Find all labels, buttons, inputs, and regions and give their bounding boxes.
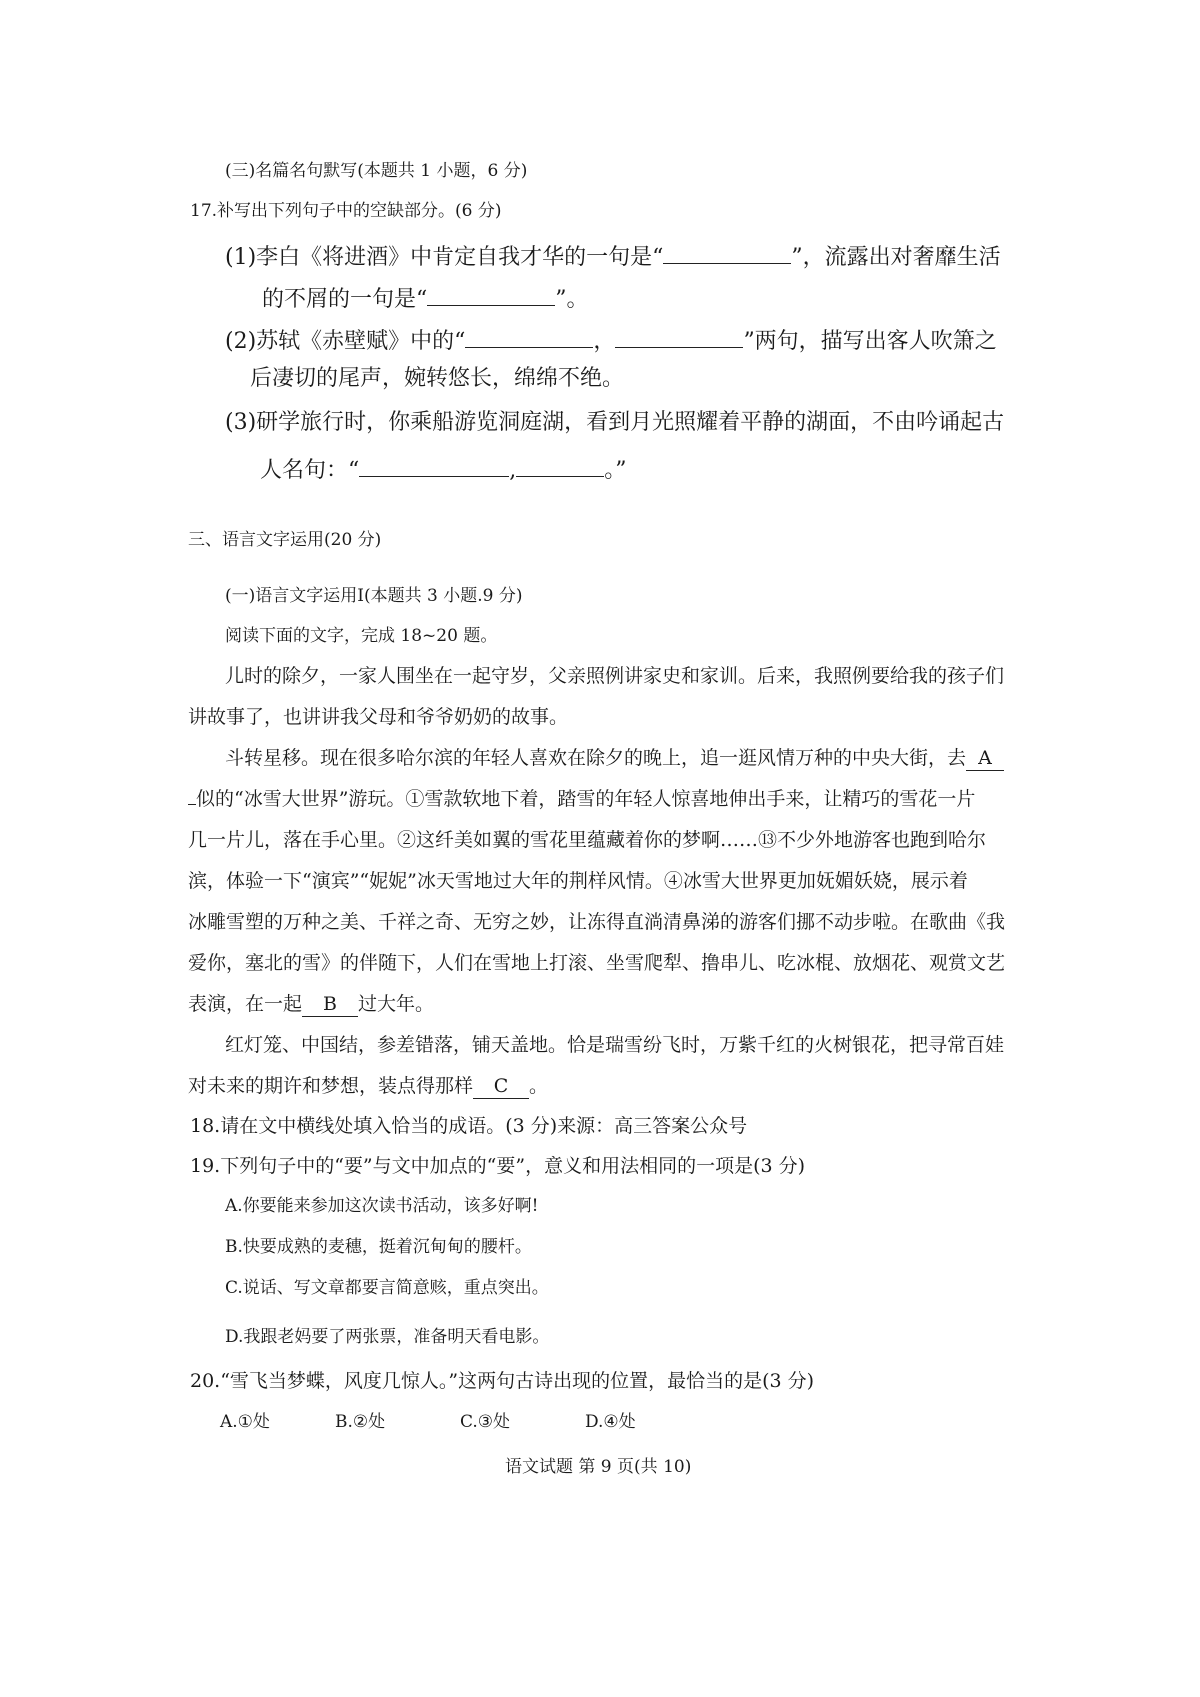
answer-blank[interactable] xyxy=(663,240,791,264)
passage-line: 对未来的期许和梦想，装点得那样 C 。 xyxy=(188,1075,549,1097)
question-17-stem: 17.补写出下列句子中的空缺部分。(6 分) xyxy=(190,201,502,221)
answer-blank[interactable] xyxy=(516,453,604,477)
passage-line: 斗转星移。现在很多哈尔滨的年轻人喜欢在除夕的晚上，追一逛风情万种的中央大街，去 A xyxy=(225,747,1004,771)
passage-line: 表演，在一起 B 过大年。 xyxy=(188,993,435,1015)
passage-line: 似的“冰雪大世界”游玩。①雪款软地下着，踏雪的年轻人惊喜地伸出手来，让精巧的雪花一片 xyxy=(188,788,975,811)
part-3-subsection-1: (一)语言文字运用Ⅰ(本题共 3 小题.9 分) xyxy=(225,586,523,606)
passage-line: 爱你，塞北的雪》的伴随下，人们在雪地上打滚、坐雪爬犁、撸串儿、吃冰棍、放烟花、观赏文艺 xyxy=(188,952,1006,974)
answer-blank[interactable] xyxy=(359,453,509,477)
page-footer: 语文试题 第 9 页(共 10) xyxy=(505,1457,692,1477)
q19-option-c[interactable]: C.说话、写文章都要言简意赅，重点突出。 xyxy=(225,1278,549,1298)
passage-line: 儿时的除夕，一家人围坐在一起守岁，父亲照例讲家史和家训。后来，我照例要给我的孩子们 xyxy=(225,665,1005,687)
answer-blank[interactable] xyxy=(615,324,743,348)
answer-blank[interactable] xyxy=(427,282,555,306)
passage-line: 滨，体验一下“演宾”“妮妮”冰天雪地过大年的荆样风情。④冰雪大世界更加妩媚妖娆，展示着 xyxy=(188,870,968,892)
q17-item-3-line-2: 人名句：“ , 。” xyxy=(260,453,627,484)
blank-a[interactable]: A xyxy=(966,747,1004,771)
passage-line: 几一片儿，落在手心里。②这纤美如翼的雪花里蕴藏着你的梦啊……⑬不少外地游客也跑到哈尔 xyxy=(188,829,987,851)
question-20-stem: 20.“雪飞当梦蝶，风度几惊人。”这两句古诗出现的位置，最恰当的是(3 分) xyxy=(190,1370,815,1392)
answer-blank[interactable] xyxy=(465,324,593,348)
q17-item-1-line-2: 的不屑的一句是“ ”。 xyxy=(262,282,589,313)
q20-option-d[interactable]: D.④处 xyxy=(585,1412,636,1432)
q20-option-a[interactable]: A.①处 xyxy=(220,1412,270,1432)
blank-b[interactable]: B xyxy=(302,993,358,1017)
part-3-title: 三、语言文字运用(20 分) xyxy=(188,530,382,550)
q19-option-a[interactable]: A.你要能来参加这次读书活动，该多好啊! xyxy=(225,1196,539,1216)
question-19-stem: 19.下列句子中的“要”与文中加点的“要”，意义和用法相同的一项是(3 分) xyxy=(190,1155,806,1177)
passage-line: 红灯笼、中国结，参差错落，铺天盖地。恰是瑞雪纷飞时，万紫千红的火树银花，把寻常百娃 xyxy=(225,1034,1005,1056)
q17-item-2-line-1: (2)苏轼《赤壁赋》中的“ ， ”两句，描写出客人吹箫之 xyxy=(225,324,997,355)
q19-option-b[interactable]: B.快要成熟的麦穗，挺着沉甸甸的腰杆。 xyxy=(225,1237,532,1257)
passage-line: 冰雕雪塑的万种之美、千祥之奇、无穷之妙，让冻得直淌清鼻涕的游客们挪不动步啦。在歌曲《我 xyxy=(188,911,1006,933)
q20-option-b[interactable]: B.②处 xyxy=(335,1412,386,1432)
q19-option-d[interactable]: D.我跟老妈要了两张票，准备明天看电影。 xyxy=(225,1327,550,1347)
q20-option-c[interactable]: C.③处 xyxy=(460,1412,511,1432)
section-heading: (三)名篇名句默写(本题共 1 小题，6 分) xyxy=(225,161,528,181)
reading-instruction: 阅读下面的文字，完成 18~20 题。 xyxy=(225,626,498,646)
blank-c[interactable]: C xyxy=(473,1075,529,1099)
q17-item-1-line-1: (1)李白《将进酒》中肯定自我才华的一句是“ ”，流露出对奢靡生活 xyxy=(225,240,1001,271)
blank-a-continued xyxy=(188,804,196,805)
q17-item-3-line-1: (3)研学旅行时，你乘船游览洞庭湖，看到月光照耀着平静的湖面，不由吟诵起古 xyxy=(225,410,1005,435)
q17-item-2-line-2: 后凄切的尾声，婉转悠长，绵绵不绝。 xyxy=(250,366,625,391)
passage-line: 讲故事了，也讲讲我父母和爷爷奶奶的故事。 xyxy=(188,706,569,728)
question-18-stem: 18.请在文中横线处填入恰当的成语。(3 分)来源：高三答案公众号 xyxy=(190,1115,748,1137)
